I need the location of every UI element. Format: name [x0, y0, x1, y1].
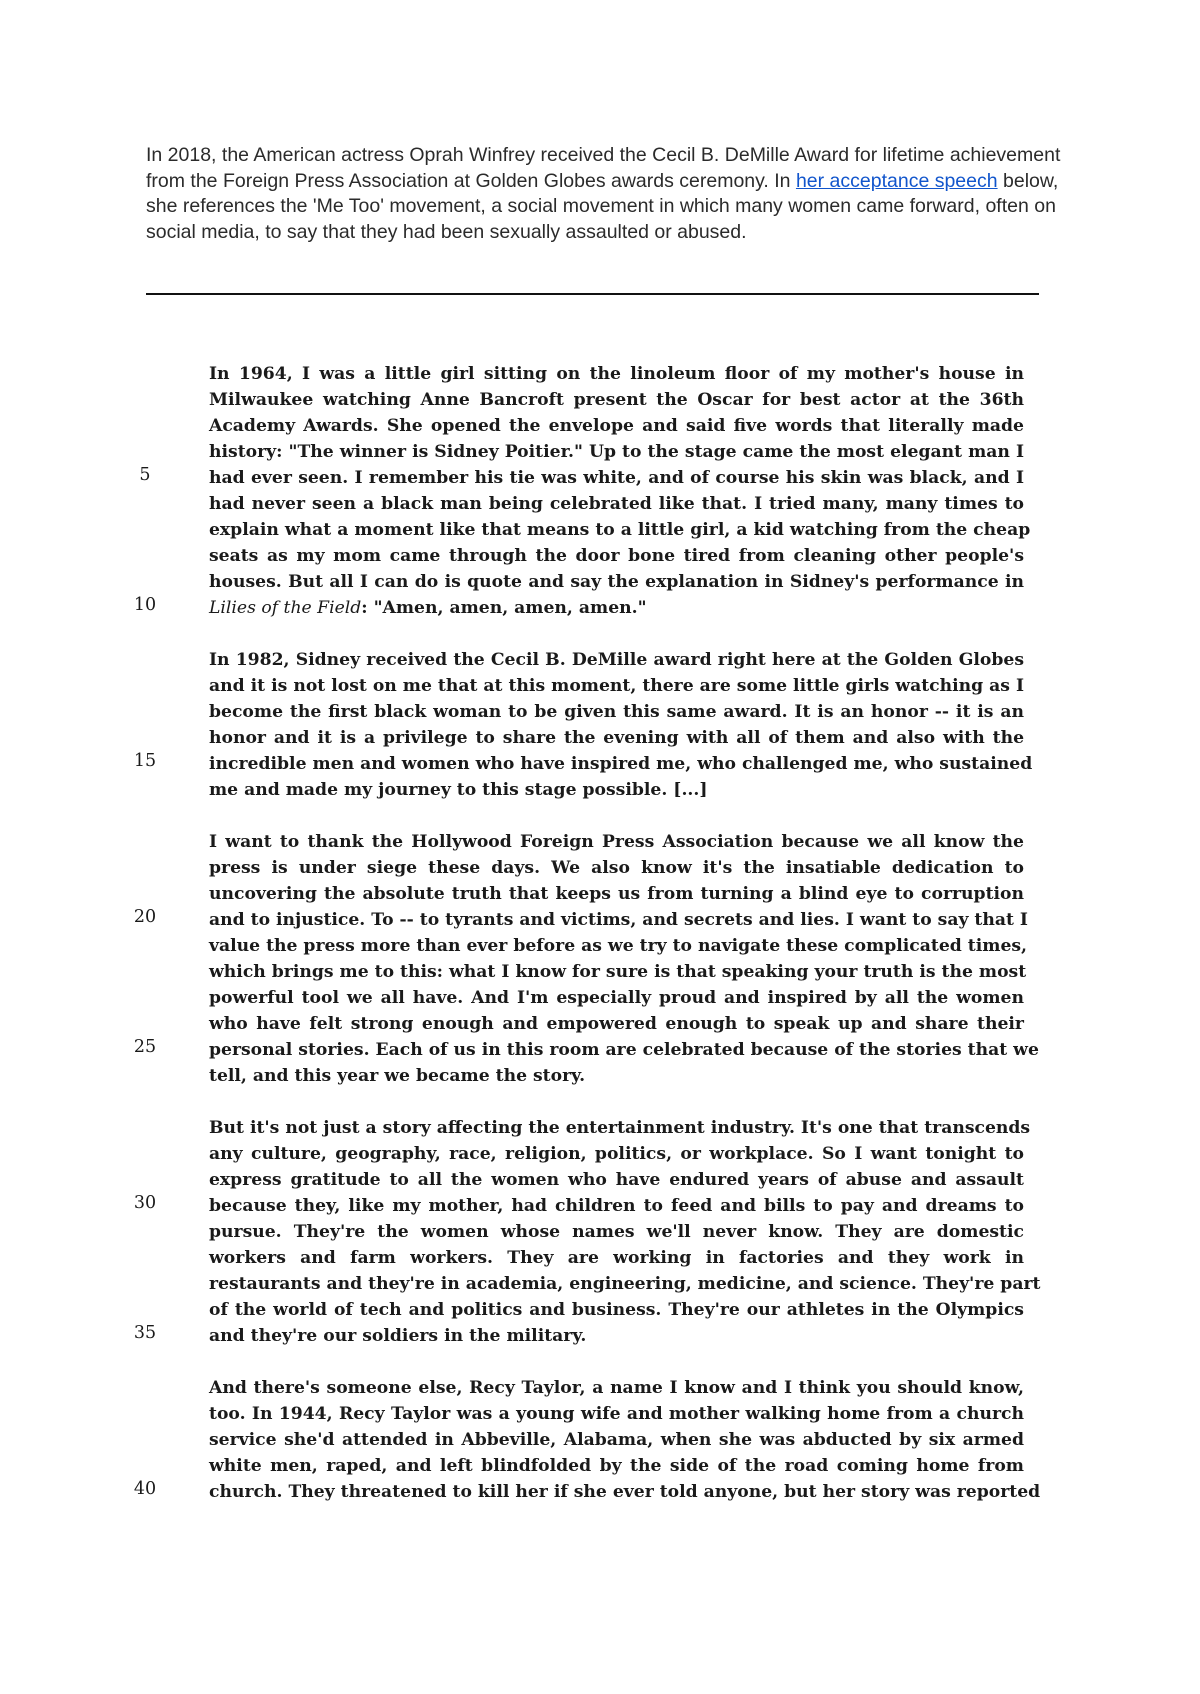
text-line: workers and farm workers. They are working in factories and they work in: [209, 1248, 1024, 1268]
text-line: history: "The winner is Sidney Poitier." Up to the stage came the most elegant man I: [209, 442, 1024, 462]
text-line: personal stories. Each of us in this room are celebrated because of the stories that we: [209, 1040, 1039, 1060]
text-line: too. In 1944, Recy Taylor was a young wife and mother walking home from a church: [209, 1404, 1024, 1424]
line-number: 15: [133, 751, 157, 771]
line-number: 40: [133, 1479, 157, 1499]
text-line: press is under siege these days. We also know it's the insatiable dedication to: [209, 858, 1024, 878]
text-line: powerful tool we all have. And I'm especially proud and inspired by all the women: [209, 988, 1024, 1008]
line-number: 30: [133, 1193, 157, 1213]
text-line: because they, like my mother, had children to feed and bills to pay and dreams to: [209, 1196, 1024, 1216]
text-line: [209, 595, 1024, 621]
text-line: value the press more than ever before as we try to navigate these complicated times,: [209, 936, 1028, 956]
divider-rule: [146, 293, 1039, 295]
text-line: of the world of tech and politics and business. They're our athletes in the Olympics: [209, 1300, 1024, 1320]
paragraph-1: [209, 361, 1031, 621]
intro-text: [146, 143, 1066, 245]
text-line: who have felt strong enough and empowered enough to speak up and share their: [209, 1014, 1024, 1034]
line-number: 20: [133, 907, 157, 927]
text-line: any culture, geography, race, religion, politics, or workplace. So I want tonight to: [209, 1144, 1024, 1164]
text-line: houses. But all I can do is quote and say the explanation in Sidney's performance in: [209, 572, 1024, 592]
text-line: service she'd attended in Abbeville, Alabama, when she was abducted by six armed: [209, 1430, 1024, 1450]
text-line: become the first black woman to be given this same award. It is an honor -- it is an: [209, 702, 1024, 722]
intro-text-before-link: In 2018, the American actress Oprah Winfrey received the Cecil B. DeMille Award for lifetime achievement from the Foreign Press Association at Golden Globes awards ceremony. In: [146, 144, 1061, 192]
text-line: express gratitude to all the women who have endured years of abuse and assault: [209, 1170, 1024, 1190]
text-line: Academy Awards. She opened the envelope and said five words that literally made: [209, 416, 1024, 436]
text-line: But it's not just a story affecting the entertainment industry. It's one that transcends: [209, 1118, 1031, 1138]
text-line-rest: : "Amen, amen, amen, amen.": [361, 598, 647, 618]
text-line: I want to thank the Hollywood Foreign Press Association because we all know the: [209, 832, 1024, 852]
paragraph-3: [209, 829, 1039, 1089]
text-line: and they're our soldiers in the military.: [209, 1326, 587, 1346]
film-title: Lilies of the Field: [209, 598, 362, 618]
text-line: had ever seen. I remember his tie was white, and of course his skin was black, and I: [209, 468, 1024, 488]
text-line: honor and it is a privilege to share the evening with all of them and also with the: [209, 728, 1024, 748]
text-line: uncovering the absolute truth that keeps us from turning a blind eye to corruption: [209, 884, 1024, 904]
text-line: white men, raped, and left blindfolded by the side of the road coming home from: [209, 1456, 1024, 1476]
text-line: tell, and this year we became the story.: [209, 1066, 586, 1086]
paragraph-4: [209, 1115, 1041, 1349]
text-line: And there's someone else, Recy Taylor, a name I know and I think you should know,: [209, 1378, 1024, 1398]
text-line: Milwaukee watching Anne Bancroft present the Oscar for best actor at the 36th: [209, 390, 1024, 410]
line-number: 5: [139, 465, 151, 485]
text-line: pursue. They're the women whose names we'll never know. They are domestic: [209, 1222, 1024, 1242]
text-line: explain what a moment like that means to a little girl, a kid watching from the cheap: [209, 520, 1031, 540]
text-line: church. They threatened to kill her if she ever told anyone, but her story was reported: [209, 1482, 1041, 1502]
text-line: restaurants and they're in academia, engineering, medicine, and science. They're part: [209, 1274, 1041, 1294]
text-line: me and made my journey to this stage possible. [...]: [209, 780, 708, 800]
text-line: and it is not lost on me that at this moment, there are some little girls watching as I: [209, 676, 1024, 696]
text-line: In 1964, I was a little girl sitting on the linoleum floor of my mother's house in: [209, 364, 1024, 384]
text-line: incredible men and women who have inspired me, who challenged me, who sustained: [209, 754, 1033, 774]
paragraph-2: [209, 647, 1033, 803]
paragraph-5: [209, 1375, 1041, 1505]
text-line: and to injustice. To -- to tyrants and victims, and secrets and lies. I want to say that I: [209, 910, 1028, 930]
line-number: 35: [133, 1323, 157, 1343]
intro-text-after-link: below, she references the 'Me Too' movement, a social movement in which many women came forward, often on social media, to say that they had been sexually assaulted or abused.: [146, 169, 1059, 243]
text-line: seats as my mom came through the door bone tired from cleaning other people's: [209, 546, 1024, 566]
line-number: 10: [133, 595, 157, 615]
text-line: had never seen a black man being celebrated like that. I tried many, many times to: [209, 494, 1024, 514]
text-line: which brings me to this: what I know for sure is that speaking your truth is the most: [209, 962, 1027, 982]
line-number: 25: [133, 1037, 157, 1057]
acceptance-speech-link[interactable]: her acceptance speech: [795, 169, 998, 192]
text-line: In 1982, Sidney received the Cecil B. DeMille award right here at the Golden Globes: [209, 650, 1024, 670]
